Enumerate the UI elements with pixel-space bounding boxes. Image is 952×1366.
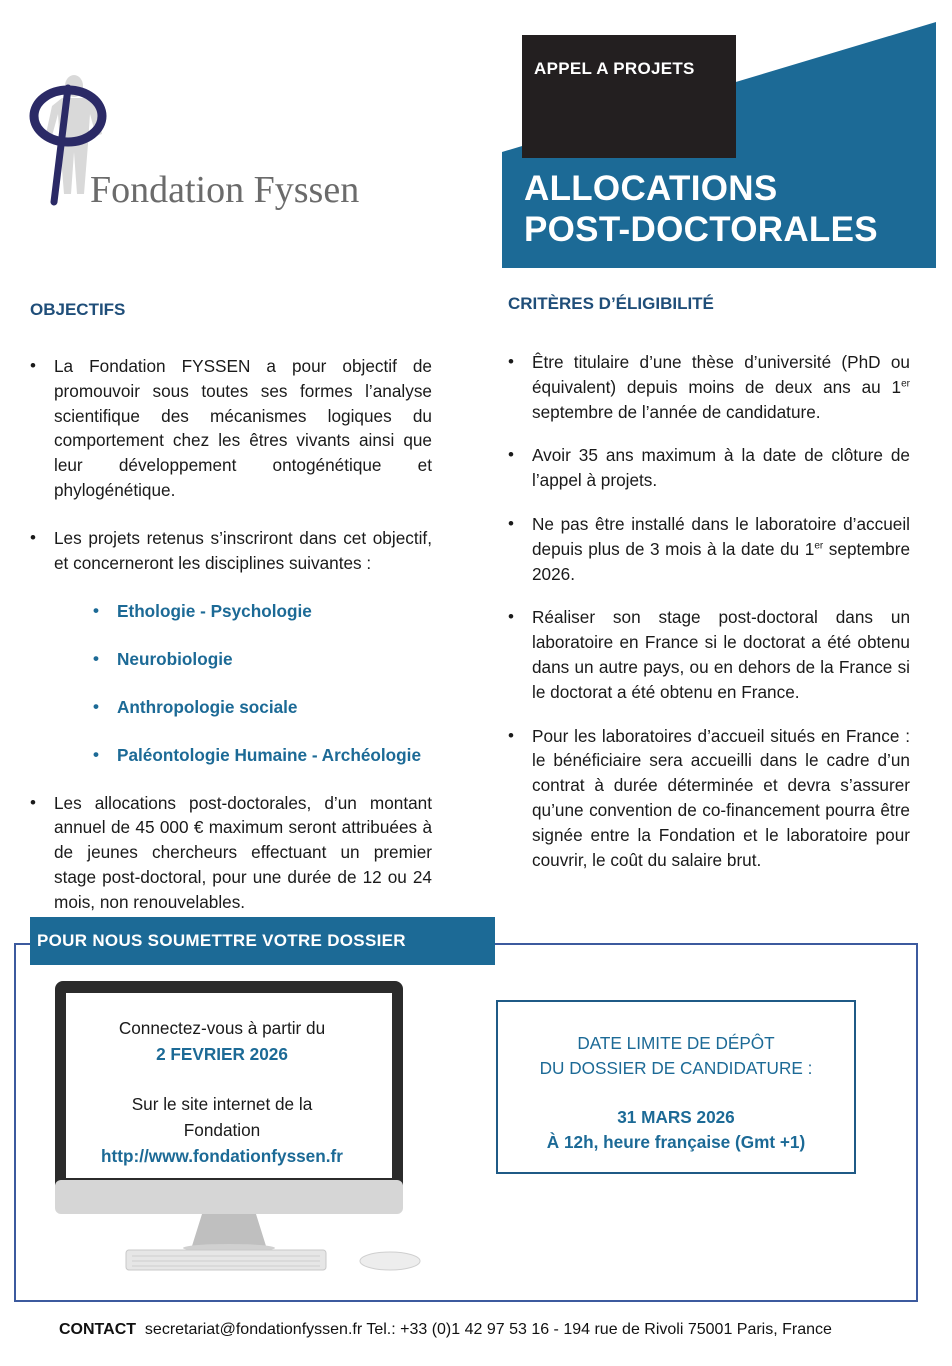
discipline-item: • Anthropologie sociale [93, 695, 432, 720]
criterion-item: • Pour les laboratoires d’accueil situés en France : le bénéficiaire sera accueilli dans le cadre d’un contrat à durée déterminée et devra s’assurer qu’une convention de co-financement pourra être signée entre la Fondation et le laboratoire pour couvrir, le coût du salaire brut. [508, 724, 910, 873]
contact-details[interactable]: secretariat@fondationfyssen.fr Tel.: +33 (0)1 42 97 53 16 - 194 rue de Rivoli 75001 Paris, France [144, 1321, 832, 1338]
discipline-item: • Ethologie - Psychologie [93, 599, 432, 624]
objective-item: • La Fondation FYSSEN a pour objectif de promouvoir sous toutes ses formes l’analyse scientifique des mécanismes logiques du comportement chez les êtres vivants ainsi que leur développement ontogénétique et phylogénétique. [30, 354, 432, 503]
monitor-screen-text [72, 1015, 372, 1169]
objective-item: • Les allocations post-doctorales, d’un montant annuel de 45 000 € maximum seront attribuées à de jeunes chercheurs effectuant un premier stage post-doctoral, pour une durée de 12 ou 24 mois, non renouvelables. [30, 791, 432, 915]
deadline-label-line2: DU DOSSIER DE CANDIDATURE : [539, 1058, 813, 1078]
discipline-item: • Paléontologie Humaine - Archéologie [93, 743, 432, 768]
open-date: 2 FEVRIER 2026 [156, 1044, 288, 1064]
objective-text: Les projets retenus s’inscriront dans cet objectif, et concerneront les disciplines suivantes : [54, 527, 432, 573]
deadline-time: À 12h, heure française (Gmt +1) [546, 1132, 806, 1152]
disciplines-list [93, 599, 432, 767]
banner-kicker: APPEL A PROJETS [534, 59, 695, 78]
call-for-projects-banner [502, 0, 952, 270]
criterion-text: Ne pas être installé dans le laboratoire d’accueil depuis plus de 3 mois à la date du 1 [532, 513, 910, 559]
objectives-section [30, 300, 432, 938]
computer-monitor [52, 978, 422, 1278]
eligibility-section [508, 294, 910, 891]
foundation-name: Fondation Fyssen [90, 169, 360, 211]
banner-dark-box [522, 35, 736, 158]
spacer [72, 1067, 372, 1091]
ordinal-suffix: er [901, 378, 910, 390]
criterion-text: septembre 2026. [532, 538, 911, 584]
submission-title: POUR NOUS SOUMETTRE VOTRE DOSSIER [37, 931, 406, 950]
banner-title [524, 168, 878, 250]
criterion-text: Être titulaire d’une thèse d’université (PhD ou équivalent) depuis moins de deux ans au 1 [532, 352, 910, 397]
criterion-item [508, 350, 910, 424]
spacer [498, 1081, 854, 1105]
eligibility-list [508, 350, 910, 872]
criterion-item: • Réaliser son stage post-doctoral dans un laboratoire en France si le doctorat a été obtenu dans un autre pays, ou en dehors de la France si le doctorat a été obtenu en France. [508, 605, 910, 704]
banner-title-line1: ALLOCATIONS [524, 169, 778, 208]
site-text-line1: Sur le site internet de la [131, 1094, 313, 1114]
fondation-fyssen-logo [22, 74, 402, 209]
connect-text: Connectez-vous à partir du [118, 1018, 326, 1038]
deadline-box [496, 1000, 856, 1174]
discipline-item: • Neurobiologie [93, 647, 432, 672]
deadline-label-line1: DATE LIMITE DE DÉPÔT [577, 1033, 775, 1053]
deadline-date: 31 MARS 2026 [617, 1107, 735, 1127]
criterion-item: • Avoir 35 ans maximum à la date de clôture de l’appel à projets. [508, 443, 910, 493]
website-link[interactable]: http://www.fondationfyssen.fr [101, 1146, 343, 1166]
criterion-text: septembre de l’année de candidature. [532, 401, 821, 422]
contact-label: CONTACT [59, 1321, 137, 1338]
ordinal-suffix: er [814, 540, 824, 552]
submission-header [30, 917, 495, 965]
banner-title-line2: POST-DOCTORALES [524, 210, 878, 249]
contact-footer [59, 1321, 832, 1339]
eligibility-title: CRITÈRES D’ÉLIGIBILITÉ [508, 294, 714, 313]
objectives-list [30, 354, 432, 915]
criterion-item [508, 512, 910, 586]
site-text-line2: Fondation [183, 1120, 261, 1140]
objectives-title: OBJECTIFS [30, 300, 126, 319]
objective-item [30, 526, 432, 768]
